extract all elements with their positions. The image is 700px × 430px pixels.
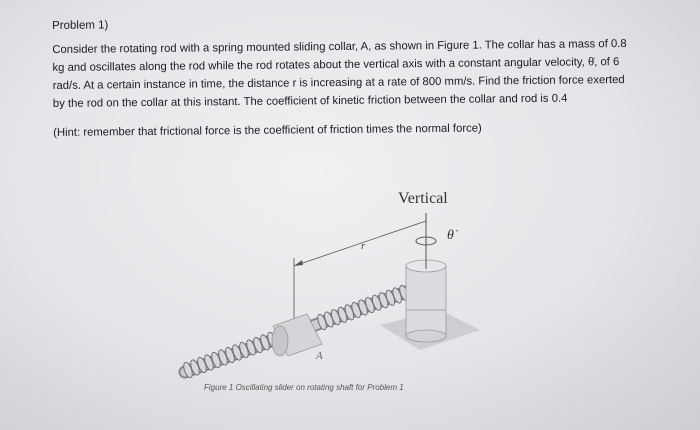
figure-caption: Figure 1 Oscillating slider on rotating shaft for Problem 1 [204,383,404,392]
vertical-label: Vertical [398,190,448,207]
r-label: r [361,240,366,252]
theta-dot-label: θ̇ [447,228,454,243]
r-dimension-line [294,221,426,266]
problem-hint: (Hint: remember that frictional force is the coefficient of friction times the normal force) [53,122,482,139]
problem-title: Problem 1) [52,19,109,32]
collar-label: A [316,350,323,362]
problem-statement: Consider the rotating rod with a spring mounted sliding collar, A, as shown in Figure 1. The collar has a mass of 0.8 kg and oscillates along the rod while the rod rotates about the vertical axis with a constant angular velocity, θ̇, of 6 rad/s. At a certain instance in time, the distance r is increasing at a rate of 800 mm/s. Find the friction force exerted by the rod on the collar at this instant. The coefficient of kinetic friction between the collar and rod is 0.4 [52,37,627,110]
hub-cylinder [406,260,446,342]
